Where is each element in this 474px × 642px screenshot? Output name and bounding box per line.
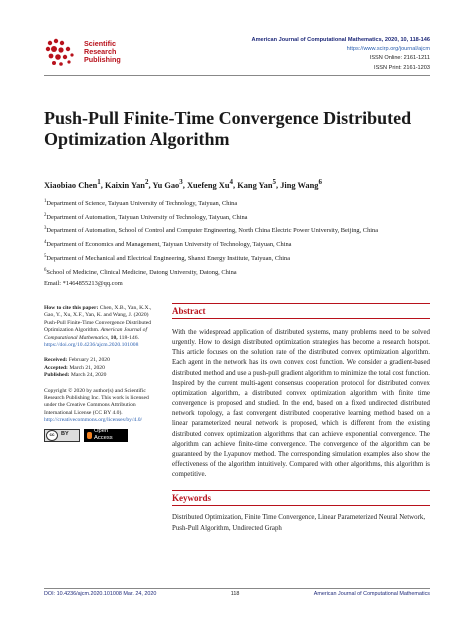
affiliation-item: $^3$Department of Automation, School of Control and Computer Engineering, North China Electric Power University, Beijing, China xyxy=(44,226,379,235)
published-date: March 24, 2020 xyxy=(70,372,107,379)
copyright-block xyxy=(44,388,162,425)
abstract-text: With the widespread application of distributed systems, many problems need to be solved urgently. How to design distributed optimization strategies has become a research hotspot. This article focuses on the solution rate of the distributed convex optimization algorithm. Each agent in the network has its own convex cost function. We consider a gradient-based distributed method and use a push-pull gradient algorithm to minimize the total cost function. Inspired by the current multi-agent consensus cooperation protocol for distributed convex optimization algorithm, a distributed convex optimization algorithm with finite time convergence is proposed and studied. In the end, based on a fixed undirected distributed network topology, a fast convergent distributed cooperative learning method based on a linear parameterized neural network is proposed, which is different from the existing distributed convex optimization algorithms that can achieve exponential convergence. The algorithm can achieve finite-time convergence. The convergence of the algorithm can be guaranteed by the Lyapunov method. The corresponding simulation examples also show the effectiveness of the algorithm intuitively. Compared with other algorithms, this algorithm is competitive. xyxy=(172,329,430,479)
cc-by-badge[interactable] xyxy=(44,429,80,442)
abstract-column xyxy=(172,303,430,534)
affiliation-item: $^4$Department of Economics and Management, Taiyuan University of Technology, Taiyuan, China xyxy=(44,240,292,249)
author-name: Kaixin Yan xyxy=(104,180,145,190)
publisher-name-line1: Scientific xyxy=(84,38,116,48)
citation-label: How to cite this paper: xyxy=(44,305,99,311)
citation-pages: 118-146. xyxy=(119,334,139,341)
received-label: Received: xyxy=(44,357,68,364)
article-info-sidebar xyxy=(44,305,162,442)
author-name: Jing Wang xyxy=(280,180,319,190)
citation-text: Chen, X.B., Yan, K.X., Gao, Y., Xu, X.F., Yan, K. and Wang, J. (2020) Push-Pull Finite-Time Convergence Distributed Optimization Algorithm. xyxy=(44,305,152,334)
affiliation-list xyxy=(44,196,434,290)
citation-volume: 10, xyxy=(110,334,118,341)
affiliation-item: $^6$School of Medicine, Clinical Medicine, Datong University, Datong, China xyxy=(44,267,237,276)
page-number: 118 xyxy=(230,591,240,597)
author-sup: 2 xyxy=(144,178,149,186)
affiliation-item: $^1$Department of Science, Taiyuan University of Technology, Taiyuan, China xyxy=(44,199,238,208)
open-access-label: Open Access xyxy=(93,427,113,442)
copyright-text: Copyright © 2020 by author(s) and Scientific Research Publishing Inc. This work is licensed under the Creative Commons Attribution International License (CC BY 4.0). xyxy=(44,387,149,416)
publisher-name-line3: Publishing xyxy=(84,55,121,65)
accepted-label: Accepted: xyxy=(44,364,68,371)
header-divider xyxy=(44,75,430,76)
open-access-badge[interactable] xyxy=(84,429,128,442)
author-sup: 5 xyxy=(272,178,276,186)
received-date: February 21, 2020 xyxy=(68,357,110,364)
author-sup: 3 xyxy=(179,178,183,186)
author-name: Yu Gao xyxy=(152,180,180,190)
journal-info xyxy=(252,36,430,73)
footer-divider xyxy=(44,588,430,589)
keywords-text: Distributed Optimization, Finite Time Convergence, Linear Parameterized Neural Network, Push-Pull Algorithm, Undirected Graph xyxy=(172,514,426,532)
abstract-heading: Abstract xyxy=(172,303,430,319)
footer-doi[interactable]: DOI: 10.4236/ajcm.2020.101008 Mar. 24, 2020 xyxy=(44,591,157,597)
publisher-name xyxy=(84,40,121,65)
issn-online: ISSN Online: 2161-1211 xyxy=(369,55,430,62)
publisher-logo xyxy=(44,37,121,67)
paper-title: Push-Pull Finite-Time Convergence Distributed Optimization Algorithm xyxy=(44,108,412,149)
publisher-name-line2: Research xyxy=(84,46,117,56)
author-name: Xiaobiao Chen xyxy=(44,180,98,190)
corresponding-email[interactable]: Email: *1464855213@qq.com xyxy=(44,280,123,288)
author-sup: 4 xyxy=(229,178,234,186)
citation-journal: American Journal of Computational Mathematics, xyxy=(44,327,148,341)
open-lock-icon xyxy=(87,432,92,439)
footer-journal: American Journal of Computational Mathematics xyxy=(313,591,430,597)
author-name: Xuefeng Xu xyxy=(186,180,230,190)
keywords-heading: Keywords xyxy=(172,490,430,506)
publisher-logo-icon xyxy=(44,37,80,67)
author-list: Xiaobiao Chen$^1$, Kaixin Yan$^2$, Yu Gao$^3$, Xuefeng Xu$^4$, Kang Yan$^5$, Jing Wang$^6$ xyxy=(44,178,322,190)
license-badges xyxy=(44,429,162,442)
doi-link[interactable]: https://doi.org/10.4236/ajcm.2020.101008 xyxy=(44,342,139,349)
author-name: Kang Yan xyxy=(237,180,273,190)
by-label: BY xyxy=(61,431,69,438)
issn-print: ISSN Print: 2161-1203 xyxy=(374,64,430,71)
publication-dates xyxy=(44,357,162,379)
journal-citation-line: American Journal of Computational Mathematics, 2020, 10, 118-146 xyxy=(251,37,430,43)
page-footer xyxy=(44,591,430,597)
accepted-date: March 21, 2020 xyxy=(69,364,105,371)
author-sup: 1 xyxy=(97,178,101,186)
affiliation-item: $^5$Department of Mechanical and Electrical Engineering, Shanxi Energy Institute, Taiyuan, China xyxy=(44,253,291,262)
affiliation-item: $^2$Department of Automation, Taiyuan University of Technology, Taiyuan, China xyxy=(44,212,248,221)
published-label: Published: xyxy=(44,372,70,379)
journal-url-link[interactable]: https://www.scirp.org/journal/ajcm xyxy=(346,46,430,53)
cc-icon: cc xyxy=(46,430,58,441)
author-sup: 6 xyxy=(318,178,322,186)
license-link[interactable]: http://creativecommons.org/licenses/by/4.0/ xyxy=(44,417,143,424)
citation-block xyxy=(44,305,162,349)
